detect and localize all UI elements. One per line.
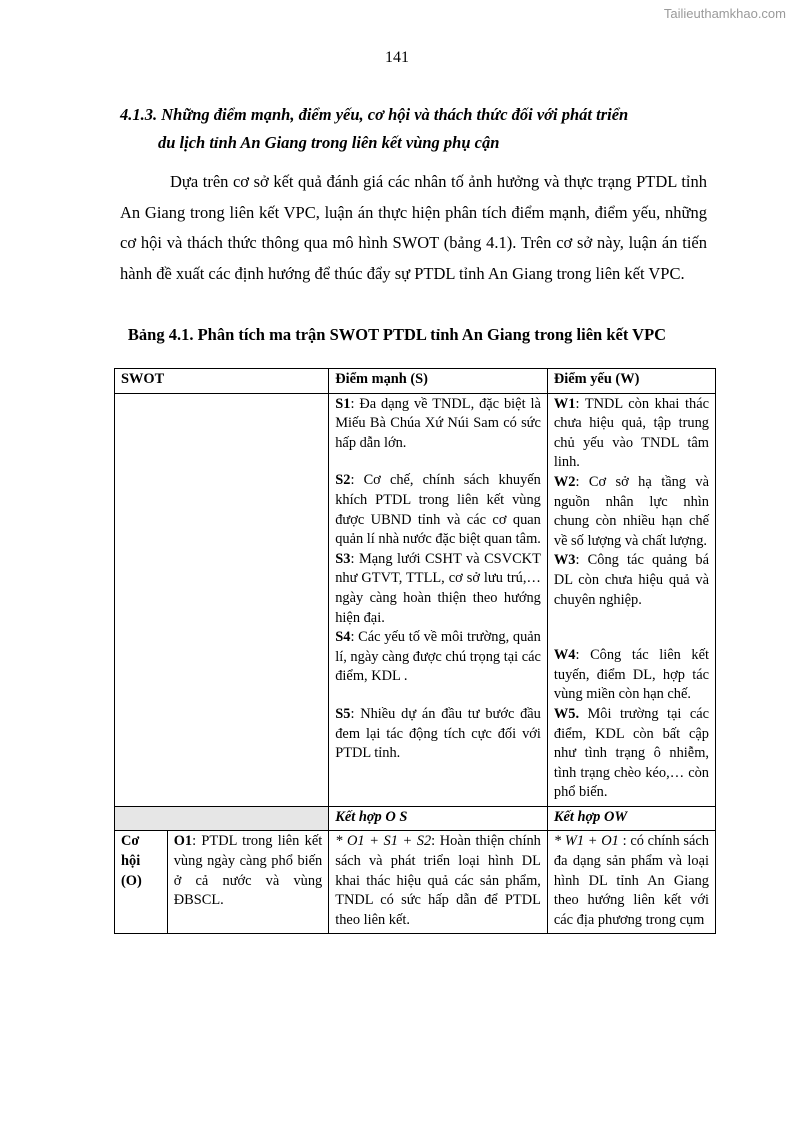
empty-cell [115,393,329,806]
weakness-item-w2: W2: Cơ sở hạ tầng và nguồn nhân lực nhìn chung còn nhiều hạn chế về số lượng và chất lượng. [553,473,709,549]
weakness-item-w5: W5. Môi trường tại các điểm, KDL còn bất cập như tình trạng ô nhiễm, tình trạng chèo kéo,… còn phổ biến. [553,705,709,801]
header-swot: SWOT [115,369,329,394]
combo-o1-s: * O1 + S1 + S2: Hoàn thiện chính sách và phát triển loại hình DL khai thác hiệu quả các sản phẩm, TNDL có sức hấp dẫn để PTDL theo liên kết. [329,831,548,934]
shaded-cell [115,806,329,831]
swot-table [114,368,716,934]
table-header-row [115,369,716,394]
header-weaknesses: Điểm yếu (W) [547,369,715,394]
weaknesses-cell [547,393,715,806]
combo-o1-w: * W1 + O1 : có chính sách đa dạng sản phẩm và loại hình DL tỉnh An Giang theo hướng liên kết với các địa phương trong cụm [547,831,715,934]
table-row-combo [115,806,716,831]
intro-paragraph: Dựa trên cơ sở kết quả đánh giá các nhân tố ảnh hưởng và thực trạng PTDL tỉnh An Giang trong liên kết VPC, luận án thực hiện phân tích điểm mạnh, điểm yếu, những cơ hội và thách thức thông qua mô hình SWOT (bảng 4.1). Trên cơ sở này, luận án tiến hành đề xuất các định hướng để thúc đẩy sự PTDL tỉnh An Giang trong liên kết VPC. [120,172,707,283]
section-heading-line-2: du lịch tỉnh An Giang trong liên kết vùng phụ cận [158,133,500,152]
strength-item-s1: S1: Đa dạng về TNDL, đặc biệt là Miếu Bà Chúa Xứ Núi Sam có sức hấp dẫn lớn. [335,395,541,451]
header-strengths: Điểm mạnh (S) [329,369,548,394]
opportunity-label: Cơ hội (O) [115,831,168,934]
strength-item-s2: S2: Cơ chế, chính sách khuyến khích PTDL trong liên kết vùng được UBND tỉnh và các cơ quan quản lí nhà nước đặc biệt quan tâm. [335,472,541,548]
strength-item-s3: S3: Mạng lưới CSHT và CSVCKT như GTVT, TTLL, cơ sở lưu trú,… ngày càng hoàn thiện theo hướng hiện đại. [335,550,541,626]
section-heading [120,101,710,157]
combo-ow-label: Kết hợp OW [547,806,715,831]
strengths-cell [329,393,548,806]
strength-item-s5: S5: Nhiều dự án đầu tư bước đầu đem lại tác động tích cực đối với PTDL tỉnh. [335,705,541,762]
table-row-sw [115,393,716,806]
weakness-item-w4: W4: Công tác liên kết tuyến, điểm DL, hợp tác vùng miền còn hạn chế. [553,647,709,703]
weakness-item-w1: W1: TNDL còn khai thác chưa hiệu quả, tập trung chủ yếu vào TNDL tâm linh. [553,395,709,471]
page-number: 141 [385,49,409,66]
weakness-item-w3: W3: Công tác quảng bá DL còn chưa hiệu quả và chuyên nghiệp. [553,552,709,608]
opportunity-item-o1: O1: PTDL trong liên kết vùng ngày càng phổ biến ở cả nước và vùng ĐBSCL. [167,831,329,934]
section-heading-line-1: 4.1.3. Những điểm mạnh, điểm yếu, cơ hội và thách thức đối với phát triển [120,105,629,124]
watermark: Tailieuthamkhao.com [663,6,786,21]
table-caption: Bảng 4.1. Phân tích ma trận SWOT PTDL tỉnh An Giang trong liên kết VPC [127,325,667,344]
strength-item-s4: S4: Các yếu tố về môi trường, quản lí, ngày càng được chú trọng tại các điểm, KDL . [335,629,541,685]
combo-os-label: Kết hợp O S [329,806,548,831]
table-row-o1 [115,831,716,934]
